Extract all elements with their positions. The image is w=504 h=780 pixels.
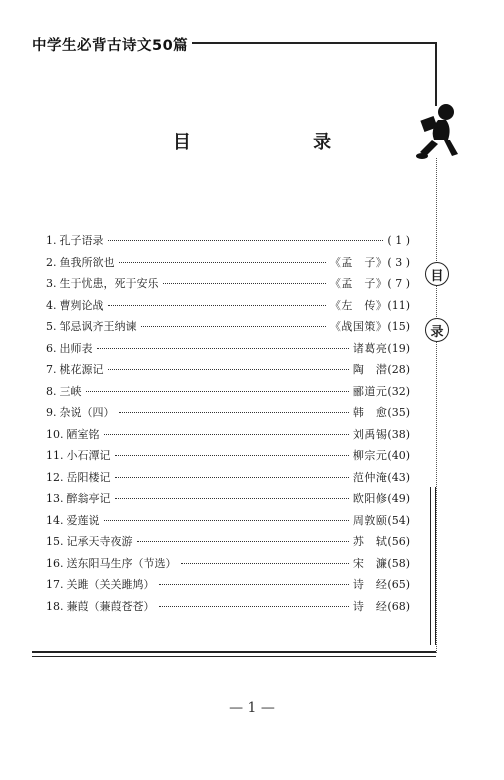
toc-entry[interactable]	[46, 598, 410, 620]
entry-title: 三峡	[59, 384, 82, 398]
toc-entry[interactable]	[46, 297, 410, 319]
entry-title: 曹刿论战	[59, 298, 104, 312]
entry-page: (28)	[387, 363, 410, 376]
entry-number: 7.	[46, 363, 57, 376]
leader-dots	[104, 519, 349, 521]
toc-entry[interactable]	[46, 318, 410, 340]
entry-author: 诗 经	[352, 599, 388, 613]
entry-page: (49)	[387, 492, 410, 505]
side-label-mu-text: 目	[425, 262, 449, 286]
entry-page: (54)	[387, 513, 410, 527]
entry-title: 邹忌讽齐王纳谏	[59, 320, 137, 333]
leader-dots	[115, 476, 349, 478]
entry-number: 16.	[46, 556, 64, 570]
entry-number: 15.	[46, 535, 64, 548]
entry-number: 13.	[46, 492, 64, 505]
footer-rule-upper	[32, 651, 436, 653]
entry-title: 生于忧患，死于安乐	[59, 277, 159, 290]
entry-number: 17.	[46, 578, 64, 591]
toc-list	[46, 232, 410, 619]
leader-dots	[119, 411, 349, 413]
entry-title: 小石潭记	[66, 449, 111, 462]
entry-number: 18.	[46, 599, 64, 613]
entry-title: 醉翁亭记	[66, 492, 111, 505]
entry-author: 《孟 子》	[329, 277, 388, 290]
leader-dots	[159, 583, 349, 585]
margin-rule-left	[430, 487, 431, 645]
leader-dots	[108, 304, 326, 306]
entry-author: 诸葛亮	[352, 341, 388, 355]
side-label-mu	[425, 262, 449, 286]
toc-entry[interactable]	[46, 275, 410, 297]
entry-number: 9.	[46, 406, 57, 419]
entry-author: 《战国策》	[329, 320, 388, 333]
entry-author: 《左 传》	[329, 298, 388, 312]
entry-author: 韩 愈	[352, 406, 388, 419]
entry-author: 欧阳修	[352, 492, 388, 505]
side-label-lu-text: 录	[425, 318, 449, 342]
entry-title: 记承天寺夜游	[66, 535, 133, 548]
entry-author: 周敦颐	[352, 513, 388, 527]
toc-entry[interactable]	[46, 340, 410, 362]
entry-page: ( 1 )	[387, 234, 410, 247]
toc-entry[interactable]	[46, 383, 410, 405]
toc-entry[interactable]	[46, 254, 410, 276]
entry-page: ( 3 )	[387, 255, 410, 269]
margin-rule-right	[435, 487, 436, 645]
header-rule-vertical	[435, 42, 437, 106]
toc-heading: 目 录	[172, 132, 390, 153]
page-number-dash-left: —	[229, 700, 244, 716]
entry-author: 《孟 子》	[329, 255, 388, 269]
entry-page: (19)	[387, 341, 410, 355]
entry-number: 2.	[46, 255, 57, 269]
entry-title: 岳阳楼记	[66, 470, 111, 484]
entry-page: (40)	[387, 449, 410, 462]
entry-page: (11)	[387, 298, 410, 312]
entry-title: 桃花源记	[59, 363, 104, 376]
toc-entry[interactable]	[46, 490, 410, 512]
leader-dots	[181, 562, 349, 564]
toc-entry[interactable]	[46, 576, 410, 598]
entry-author: 郦道元	[352, 384, 388, 398]
leader-dots	[108, 368, 349, 370]
page-number	[0, 700, 504, 716]
entry-page: (32)	[387, 384, 410, 398]
entry-author: 陶 潜	[352, 363, 388, 376]
entry-author: 刘禹锡	[352, 427, 388, 441]
entry-author: 诗 经	[352, 578, 388, 591]
entry-number: 4.	[46, 298, 57, 312]
side-label-lu	[425, 318, 449, 342]
footer-rule-lower	[32, 656, 436, 657]
leader-dots	[159, 605, 349, 607]
leader-dots	[108, 239, 384, 241]
entry-author: 宋 濂	[352, 556, 388, 570]
entry-number: 8.	[46, 384, 57, 398]
leader-dots	[97, 347, 349, 349]
entry-title: 杂说（四）	[59, 406, 115, 419]
entry-page: (58)	[387, 556, 410, 570]
entry-author: 范仲淹	[352, 470, 388, 484]
toc-entry[interactable]	[46, 232, 410, 254]
book-title: 中学生必背古诗文50篇	[32, 34, 192, 55]
toc-entry[interactable]	[46, 533, 410, 555]
leader-dots	[115, 497, 349, 499]
entry-author: 柳宗元	[352, 449, 388, 462]
entry-title: 送东阳马生序（节选）	[66, 556, 177, 570]
entry-number: 10.	[46, 427, 64, 441]
entry-page: (65)	[387, 578, 410, 591]
entry-title: 爱莲说	[66, 513, 100, 527]
entry-number: 12.	[46, 470, 64, 484]
page-number-dash-right: —	[260, 700, 275, 716]
entry-number: 5.	[46, 320, 57, 333]
toc-entry[interactable]	[46, 447, 410, 469]
entry-page: (15)	[387, 320, 410, 333]
leader-dots	[86, 390, 349, 392]
toc-entry[interactable]	[46, 426, 410, 448]
entry-title: 鱼我所欲也	[59, 255, 115, 269]
entry-title: 关雎（关关雎鸠）	[66, 578, 155, 591]
entry-page: (38)	[387, 427, 410, 441]
entry-number: 1.	[46, 234, 57, 247]
toc-entry[interactable]	[46, 404, 410, 426]
entry-title: 陋室铭	[66, 427, 100, 441]
entry-page: ( 7 )	[387, 277, 410, 290]
leader-dots	[119, 261, 326, 263]
toc-entry[interactable]	[46, 555, 410, 577]
entry-number: 6.	[46, 341, 57, 355]
toc-entry[interactable]	[46, 512, 410, 534]
entry-page: (56)	[387, 535, 410, 548]
toc-entry[interactable]	[46, 469, 410, 491]
leader-dots	[141, 325, 326, 327]
entry-number: 11.	[46, 449, 64, 462]
leader-dots	[163, 282, 326, 284]
entry-page: (35)	[387, 406, 410, 419]
entry-number: 3.	[46, 277, 57, 290]
leader-dots	[137, 540, 349, 542]
entry-page: (68)	[387, 599, 410, 613]
entry-title: 蒹葭（蒹葭苍苍）	[66, 599, 155, 613]
page-number-value: 1	[247, 700, 257, 716]
margin-dotted-line	[436, 158, 437, 653]
leader-dots	[104, 433, 349, 435]
entry-number: 14.	[46, 513, 64, 527]
entry-title: 出师表	[59, 341, 93, 355]
leader-dots	[115, 454, 349, 456]
entry-title: 孔子语录	[59, 234, 104, 247]
toc-entry[interactable]	[46, 361, 410, 383]
entry-author: 苏 轼	[352, 535, 388, 548]
entry-page: (43)	[387, 470, 410, 484]
